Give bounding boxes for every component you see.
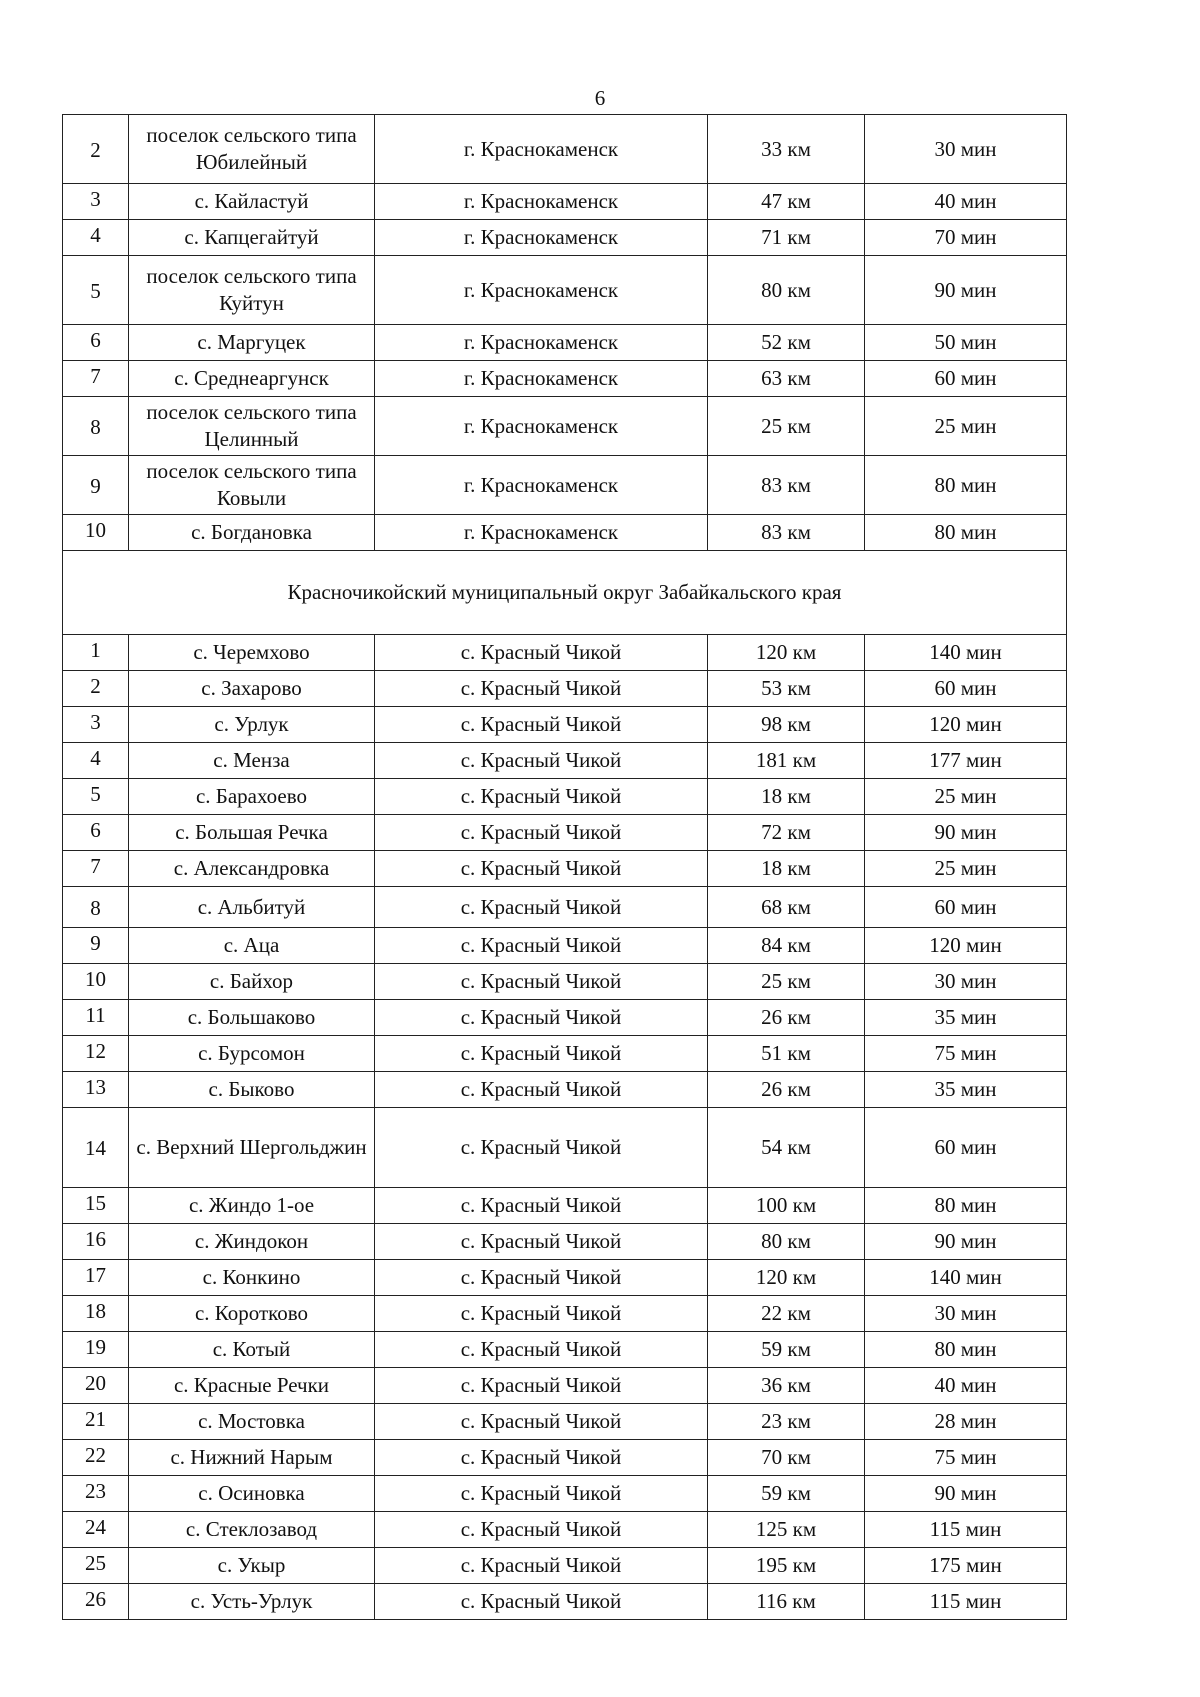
settlement-cell: с. Александровка [129,851,375,887]
travel-time-cell: 90 мин [865,1224,1067,1260]
travel-time-cell: 60 мин [865,1108,1067,1188]
row-number-cell: 9 [63,456,129,515]
distance-cell: 83 км [708,515,865,551]
distance-cell: 51 км [708,1036,865,1072]
settlement-cell: с. Коротково [129,1296,375,1332]
settlement-cell: поселок сельского типа Куйтун [129,256,375,325]
admin-center-cell: с. Красный Чикой [375,1584,708,1620]
travel-time-cell: 30 мин [865,964,1067,1000]
travel-time-cell: 177 мин [865,743,1067,779]
settlement-cell: с. Усть-Урлук [129,1584,375,1620]
table-row [63,1000,1067,1036]
row-number-cell: 9 [63,928,129,964]
table-row [63,1440,1067,1476]
row-number-cell: 6 [63,325,129,361]
distance-cell: 22 км [708,1296,865,1332]
distance-cell: 59 км [708,1332,865,1368]
row-number-cell: 21 [63,1404,129,1440]
distance-cell: 80 км [708,256,865,325]
table-row [63,1260,1067,1296]
table-row [63,928,1067,964]
settlement-cell: с. Кайластуй [129,184,375,220]
travel-time-cell: 120 мин [865,707,1067,743]
admin-center-cell: с. Красный Чикой [375,707,708,743]
settlement-cell: с. Богдановка [129,515,375,551]
travel-time-cell: 80 мин [865,515,1067,551]
table-row [63,635,1067,671]
travel-time-cell: 120 мин [865,928,1067,964]
distance-cell: 116 км [708,1584,865,1620]
row-number-cell: 14 [63,1108,129,1188]
settlement-cell: с. Конкино [129,1260,375,1296]
admin-center-cell: с. Красный Чикой [375,928,708,964]
distance-cell: 23 км [708,1404,865,1440]
distance-cell: 181 км [708,743,865,779]
settlement-cell: с. Укыр [129,1548,375,1584]
settlement-cell: с. Барахоево [129,779,375,815]
distance-cell: 71 км [708,220,865,256]
admin-center-cell: с. Красный Чикой [375,1036,708,1072]
admin-center-cell: с. Красный Чикой [375,1548,708,1584]
table-row [63,1512,1067,1548]
row-number-cell: 12 [63,1036,129,1072]
table-row [63,256,1067,325]
table-row [63,1224,1067,1260]
table-row [63,779,1067,815]
distance-cell: 72 км [708,815,865,851]
admin-center-cell: г. Краснокаменск [375,220,708,256]
admin-center-cell: с. Красный Чикой [375,815,708,851]
travel-time-cell: 60 мин [865,887,1067,928]
distance-cell: 83 км [708,456,865,515]
travel-time-cell: 175 мин [865,1548,1067,1584]
section-row [63,551,1067,635]
admin-center-cell: г. Краснокаменск [375,325,708,361]
travel-time-cell: 30 мин [865,1296,1067,1332]
settlement-cell: с. Капцегайтуй [129,220,375,256]
distance-cell: 33 км [708,115,865,184]
distance-cell: 54 км [708,1108,865,1188]
distance-table-body [63,115,1067,1620]
table-row [63,1548,1067,1584]
distance-cell: 26 км [708,1072,865,1108]
table-row [63,1072,1067,1108]
distance-cell: 25 км [708,397,865,456]
travel-time-cell: 90 мин [865,256,1067,325]
travel-time-cell: 40 мин [865,1368,1067,1404]
row-number-cell: 22 [63,1440,129,1476]
table-row [63,815,1067,851]
settlement-cell: с. Бурсомон [129,1036,375,1072]
row-number-cell: 17 [63,1260,129,1296]
travel-time-cell: 80 мин [865,456,1067,515]
admin-center-cell: г. Краснокаменск [375,115,708,184]
row-number-cell: 3 [63,707,129,743]
travel-time-cell: 25 мин [865,851,1067,887]
admin-center-cell: г. Краснокаменск [375,361,708,397]
admin-center-cell: г. Краснокаменск [375,397,708,456]
distance-cell: 125 км [708,1512,865,1548]
row-number-cell: 24 [63,1512,129,1548]
admin-center-cell: с. Красный Чикой [375,1260,708,1296]
settlement-cell: с. Среднеаргунск [129,361,375,397]
admin-center-cell: г. Краснокаменск [375,184,708,220]
admin-center-cell: г. Краснокаменск [375,256,708,325]
travel-time-cell: 60 мин [865,671,1067,707]
settlement-cell: с. Осиновка [129,1476,375,1512]
table-row [63,456,1067,515]
travel-time-cell: 28 мин [865,1404,1067,1440]
table-row [63,397,1067,456]
settlement-cell: с. Котый [129,1332,375,1368]
settlement-cell: с. Стеклозавод [129,1512,375,1548]
distance-cell: 59 км [708,1476,865,1512]
settlement-cell: с. Верхний Шергольджин [129,1108,375,1188]
admin-center-cell: с. Красный Чикой [375,635,708,671]
travel-time-cell: 35 мин [865,1072,1067,1108]
admin-center-cell: с. Красный Чикой [375,1404,708,1440]
settlement-cell: с. Альбитуй [129,887,375,928]
settlement-cell: с. Жиндокон [129,1224,375,1260]
admin-center-cell: с. Красный Чикой [375,1072,708,1108]
distance-cell: 80 км [708,1224,865,1260]
table-row [63,1036,1067,1072]
page-number: 6 [594,86,606,110]
travel-time-cell: 30 мин [865,115,1067,184]
admin-center-cell: с. Красный Чикой [375,851,708,887]
table-row [63,1296,1067,1332]
table-row [63,1108,1067,1188]
row-number-cell: 2 [63,671,129,707]
table-row [63,220,1067,256]
settlement-cell: с. Большаково [129,1000,375,1036]
distance-cell: 120 км [708,1260,865,1296]
table-row [63,671,1067,707]
travel-time-cell: 115 мин [865,1584,1067,1620]
row-number-cell: 8 [63,887,129,928]
distance-cell: 18 км [708,779,865,815]
table-row [63,743,1067,779]
distance-cell: 195 км [708,1548,865,1584]
row-number-cell: 7 [63,851,129,887]
section-title: Красночикойский муниципальный округ Забайкальского края [63,551,1067,635]
row-number-cell: 20 [63,1368,129,1404]
table-row [63,115,1067,184]
travel-time-cell: 140 мин [865,1260,1067,1296]
row-number-cell: 8 [63,397,129,456]
travel-time-cell: 80 мин [865,1188,1067,1224]
table-row [63,1404,1067,1440]
distance-cell: 98 км [708,707,865,743]
travel-time-cell: 25 мин [865,779,1067,815]
admin-center-cell: с. Красный Чикой [375,743,708,779]
settlement-cell: с. Быково [129,1072,375,1108]
travel-time-cell: 35 мин [865,1000,1067,1036]
row-number-cell: 10 [63,515,129,551]
distance-cell: 120 км [708,635,865,671]
table-row [63,887,1067,928]
distance-cell: 63 км [708,361,865,397]
row-number-cell: 4 [63,220,129,256]
distance-cell: 47 км [708,184,865,220]
distance-cell: 84 км [708,928,865,964]
distance-cell: 36 км [708,1368,865,1404]
row-number-cell: 10 [63,964,129,1000]
row-number-cell: 5 [63,779,129,815]
settlement-cell: поселок сельского типа Целинный [129,397,375,456]
row-number-cell: 23 [63,1476,129,1512]
table-row [63,184,1067,220]
settlement-cell: с. Захарово [129,671,375,707]
admin-center-cell: с. Красный Чикой [375,779,708,815]
admin-center-cell: с. Красный Чикой [375,1512,708,1548]
settlement-cell: с. Черемхово [129,635,375,671]
travel-time-cell: 80 мин [865,1332,1067,1368]
distance-cell: 53 км [708,671,865,707]
distance-cell: 18 км [708,851,865,887]
distance-cell: 26 км [708,1000,865,1036]
row-number-cell: 1 [63,635,129,671]
travel-time-cell: 75 мин [865,1036,1067,1072]
row-number-cell: 3 [63,184,129,220]
table-row [63,964,1067,1000]
settlement-cell: с. Жиндо 1-ое [129,1188,375,1224]
table-row [63,1368,1067,1404]
travel-time-cell: 115 мин [865,1512,1067,1548]
row-number-cell: 4 [63,743,129,779]
table-row [63,361,1067,397]
distance-cell: 25 км [708,964,865,1000]
travel-time-cell: 70 мин [865,220,1067,256]
travel-time-cell: 75 мин [865,1440,1067,1476]
table-row [63,707,1067,743]
admin-center-cell: с. Красный Чикой [375,1368,708,1404]
row-number-cell: 15 [63,1188,129,1224]
admin-center-cell: с. Красный Чикой [375,964,708,1000]
settlement-cell: поселок сельского типа Юбилейный [129,115,375,184]
settlement-cell: с. Большая Речка [129,815,375,851]
admin-center-cell: с. Красный Чикой [375,1476,708,1512]
settlement-cell: с. Маргуцек [129,325,375,361]
admin-center-cell: с. Красный Чикой [375,1440,708,1476]
settlement-cell: с. Байхор [129,964,375,1000]
table-row [63,851,1067,887]
distance-cell: 52 км [708,325,865,361]
travel-time-cell: 40 мин [865,184,1067,220]
travel-time-cell: 50 мин [865,325,1067,361]
row-number-cell: 7 [63,361,129,397]
travel-time-cell: 60 мин [865,361,1067,397]
table-row [63,1332,1067,1368]
table-row [63,1188,1067,1224]
travel-time-cell: 25 мин [865,397,1067,456]
table-row [63,1476,1067,1512]
travel-time-cell: 140 мин [865,635,1067,671]
distance-cell: 100 км [708,1188,865,1224]
settlement-cell: с. Урлук [129,707,375,743]
distance-cell: 70 км [708,1440,865,1476]
admin-center-cell: с. Красный Чикой [375,1000,708,1036]
admin-center-cell: г. Краснокаменск [375,515,708,551]
admin-center-cell: с. Красный Чикой [375,887,708,928]
row-number-cell: 16 [63,1224,129,1260]
admin-center-cell: с. Красный Чикой [375,1108,708,1188]
admin-center-cell: с. Красный Чикой [375,1296,708,1332]
row-number-cell: 11 [63,1000,129,1036]
table-row [63,1584,1067,1620]
distance-cell: 68 км [708,887,865,928]
settlement-cell: с. Мостовка [129,1404,375,1440]
admin-center-cell: г. Краснокаменск [375,456,708,515]
settlement-cell: с. Красные Речки [129,1368,375,1404]
row-number-cell: 18 [63,1296,129,1332]
admin-center-cell: с. Красный Чикой [375,1188,708,1224]
travel-time-cell: 90 мин [865,1476,1067,1512]
distance-table [62,114,1067,1620]
row-number-cell: 19 [63,1332,129,1368]
admin-center-cell: с. Красный Чикой [375,1224,708,1260]
settlement-cell: поселок сельского типа Ковыли [129,456,375,515]
admin-center-cell: с. Красный Чикой [375,671,708,707]
row-number-cell: 13 [63,1072,129,1108]
row-number-cell: 5 [63,256,129,325]
row-number-cell: 26 [63,1584,129,1620]
row-number-cell: 6 [63,815,129,851]
travel-time-cell: 90 мин [865,815,1067,851]
settlement-cell: с. Аца [129,928,375,964]
admin-center-cell: с. Красный Чикой [375,1332,708,1368]
settlement-cell: с. Менза [129,743,375,779]
settlement-cell: с. Нижний Нарым [129,1440,375,1476]
row-number-cell: 2 [63,115,129,184]
table-row [63,325,1067,361]
row-number-cell: 25 [63,1548,129,1584]
table-row [63,515,1067,551]
